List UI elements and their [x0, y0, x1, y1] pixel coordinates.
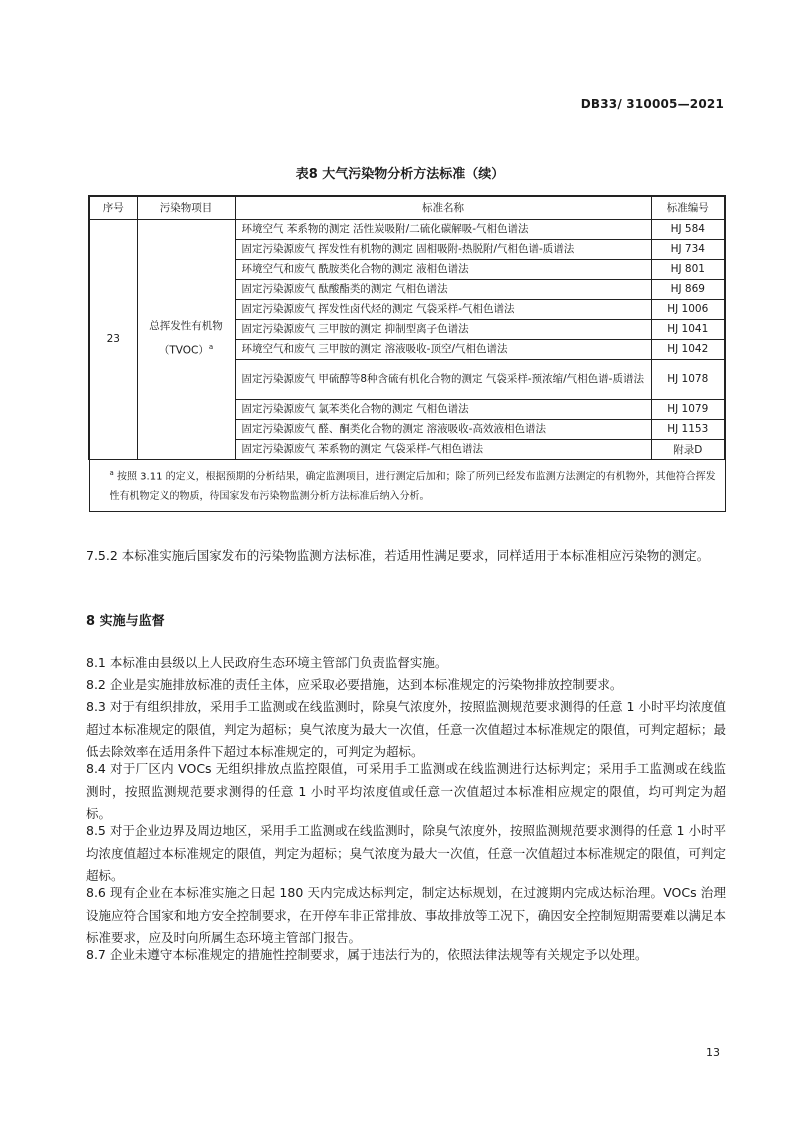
section-8-heading: 8 实施与监督 [86, 614, 165, 629]
paragraph-7-5-2: 7.5.2 本标准实施后国家发布的污染物监测方法标准，若适用性满足要求，同样适用于本标准相应污染物的测定。 [86, 548, 710, 563]
standard-name-cell: 固定污染源废气 氯苯类化合物的测定 气相色谱法 [235, 399, 651, 419]
standard-code-cell: HJ 584 [651, 219, 725, 239]
table-footnote [89, 459, 725, 511]
standard-name-cell: 固定污染源废气 酞酸酯类的测定 气相色谱法 [235, 279, 651, 299]
standard-code-cell: HJ 801 [651, 259, 725, 279]
document-code: DB33/ 310005—2021 [580, 97, 724, 111]
seq-cell: 23 [89, 219, 137, 459]
standard-name-cell: 固定污染源废气 挥发性有机物的测定 固相吸附-热脱附/气相色谱-质谱法 [235, 239, 651, 259]
standard-code-cell: HJ 1153 [651, 419, 725, 439]
pollutant-cell [137, 219, 235, 459]
table-title: 表8 大气污染物分析方法标准（续） [295, 167, 505, 182]
standard-name-cell: 固定污染源废气 挥发性卤代烃的测定 气袋采样-气相色谱法 [235, 299, 651, 319]
standard-name-cell: 固定污染源废气 苯系物的测定 气袋采样-气相色谱法 [235, 439, 651, 459]
paragraph-8-7: 8.7 企业未遵守本标准规定的措施性控制要求，属于违法行为的，依照法律法规等有关规定予以处理。 [86, 947, 648, 962]
paragraph-8-6: 8.6 现有企业在本标准实施之日起 180 天内完成达标判定，制定达标规划，在过渡期内完成达标治理。VOCs 治理设施应符合国家和地方安全控制要求，在开停车非正常排放、事故排放等工况下，确因安全控制短期需要难以满足本标准要求，应及时向所属生态环境主管部门报告。 [86, 885, 726, 945]
pollutant-footnote-mark: a [208, 343, 214, 352]
standard-code-cell: HJ 1042 [651, 339, 725, 359]
analysis-method-table [88, 195, 726, 512]
table-footnote-row [89, 459, 725, 511]
paragraph-8-1: 8.1 本标准由县级以上人民政府生态环境主管部门负责监督实施。 [86, 655, 448, 670]
standard-code-cell: HJ 1041 [651, 319, 725, 339]
standard-code-cell: HJ 1079 [651, 399, 725, 419]
standard-name-cell: 固定污染源废气 三甲胺的测定 抑制型离子色谱法 [235, 319, 651, 339]
pollutant-label: 总挥发性有机物（TVOC） [149, 320, 223, 357]
col-header-standard-name: 标准名称 [235, 196, 651, 219]
standard-code-cell: HJ 1006 [651, 299, 725, 319]
table-row [89, 219, 725, 239]
footnote-mark: a [109, 468, 114, 477]
standard-code-cell: 附录D [651, 439, 725, 459]
standard-name-cell: 固定污染源废气 醛、酮类化合物的测定 溶液吸收-高效液相色谱法 [235, 419, 651, 439]
paragraph-8-2: 8.2 企业是实施排放标准的责任主体，应采取必要措施，达到本标准规定的污染物排放控制要求。 [86, 677, 623, 692]
standard-name-cell: 环境空气和废气 酰胺类化合物的测定 液相色谱法 [235, 259, 651, 279]
paragraph-8-3: 8.3 对于有组织排放，采用手工监测或在线监测时，除臭气浓度外，按照监测规范要求测得的任意 1 小时平均浓度值超过本标准规定的限值，判定为超标；臭气浓度为最大一次值，任意一次值超过本标准规定的限值，可判定超标；最低去除效率在适用条件下超过本标准规定的，可判定为超标。 [86, 699, 726, 759]
standard-code-cell: HJ 734 [651, 239, 725, 259]
table-header-row [89, 196, 725, 219]
paragraph-8-5: 8.5 对于企业边界及周边地区，采用手工监测或在线监测时，除臭气浓度外，按照监测规范要求测得的任意 1 小时平均浓度值超过本标准规定的限值，判定为超标；臭气浓度为最大一次值，任意一次值超过本标准规定的限值，可判定超标。 [86, 823, 726, 883]
standard-code-cell: HJ 869 [651, 279, 725, 299]
col-header-standard-code: 标准编号 [651, 196, 725, 219]
standard-name-cell: 环境空气和废气 三甲胺的测定 溶液吸收-顶空/气相色谱法 [235, 339, 651, 359]
standard-code-cell: HJ 1078 [651, 359, 725, 399]
col-header-pollutant: 污染物项目 [137, 196, 235, 219]
footnote-text: 按照 3.11 的定义，根据预期的分析结果，确定监测项目，进行测定后加和；除了所列已经发布监测方法测定的有机物外，其他符合挥发性有机物定义的物质，待国家发布污染物监测分析方法标准后纳入分析。 [109, 470, 716, 502]
page-number: 13 [706, 1046, 720, 1059]
col-header-seq: 序号 [89, 196, 137, 219]
standard-name-cell: 固定污染源废气 甲硫醇等8种含硫有机化合物的测定 气袋采样-预浓缩/气相色谱-质谱法 [235, 359, 651, 399]
paragraph-8-4: 8.4 对于厂区内 VOCs 无组织排放点监控限值，可采用手工监测或在线监测进行达标判定；采用手工监测或在线监测时，按照监测规范要求测得的任意 1 小时平均浓度值或任意一次值超过本标准相应规定的限值，均可判定为超标。 [86, 761, 726, 821]
standard-name-cell: 环境空气 苯系物的测定 活性炭吸附/二硫化碳解吸-气相色谱法 [235, 219, 651, 239]
